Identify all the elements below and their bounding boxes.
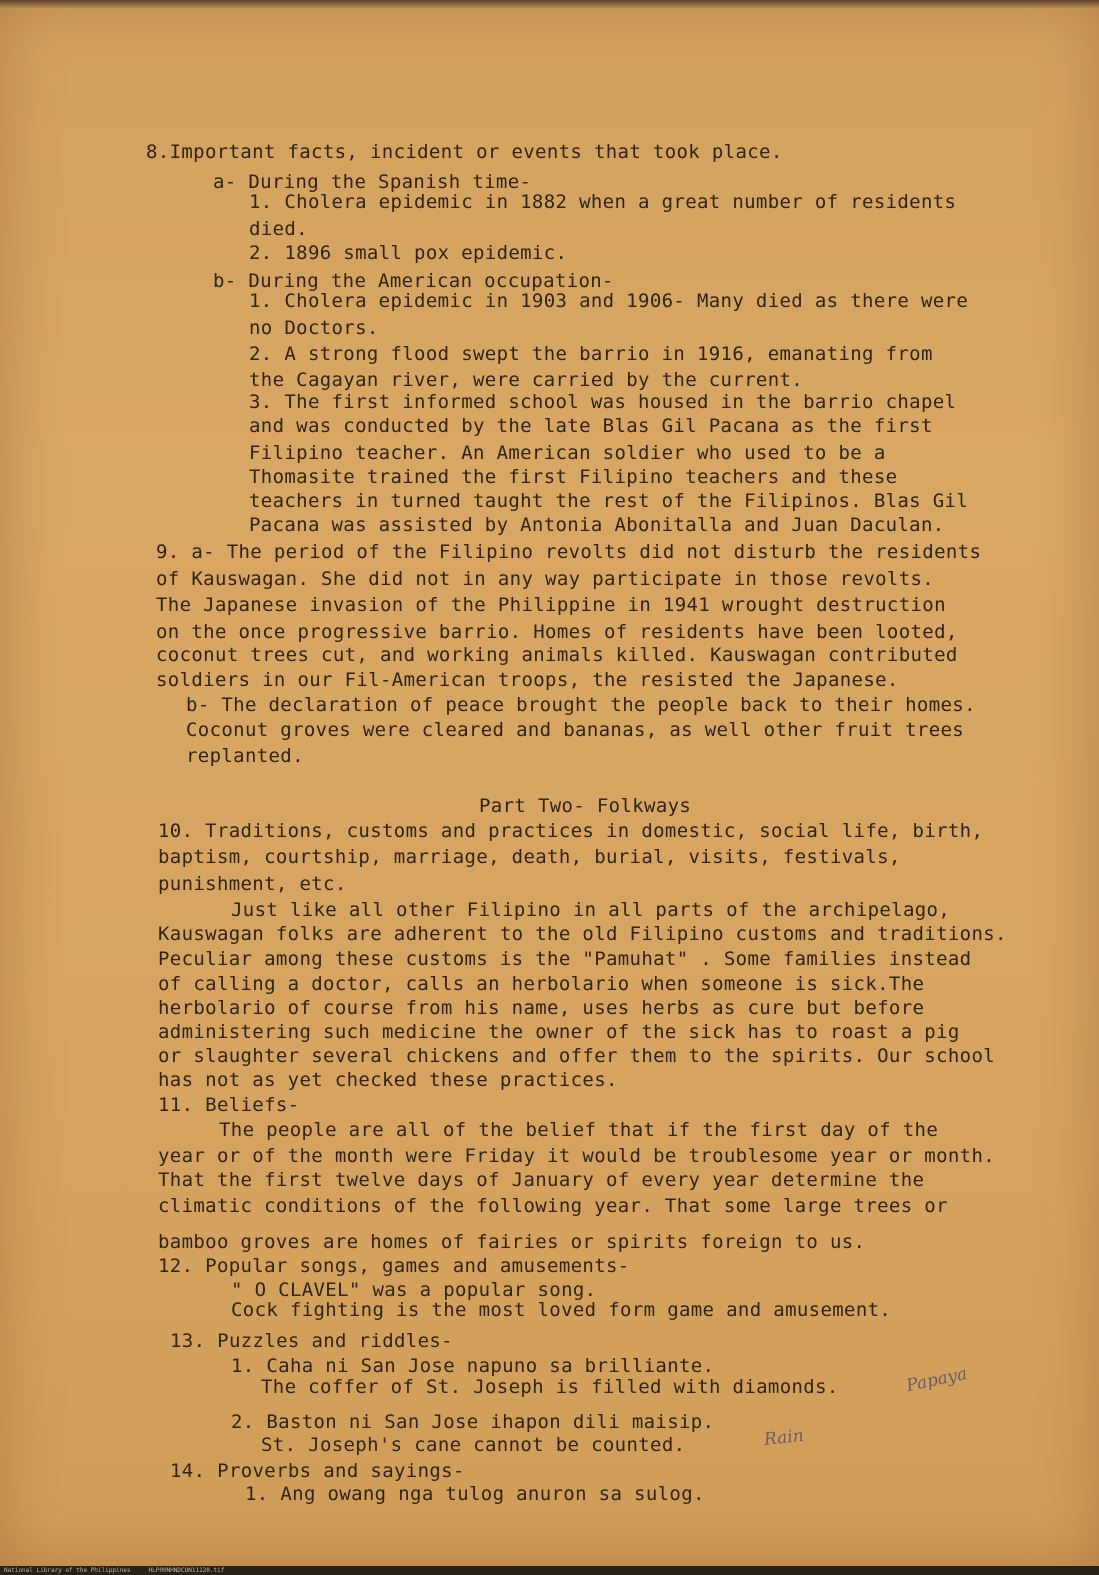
text-line: 1. Cholera epidemic in 1882 when a great number of residents — [249, 191, 957, 213]
text-line: administering such medicine the owner of the sick has to roast a pig — [158, 1021, 960, 1043]
text-line: The coffer of St. Joseph is filled with diamonds. — [261, 1376, 839, 1398]
section-10-heading: 10. Traditions, customs and practices in domestic, social life, birth, — [158, 820, 984, 842]
section-8-heading: 8.Important facts, incident or events that took place. — [146, 141, 783, 163]
text-line: 2. A strong flood swept the barrio in 1916, emanating from — [249, 343, 933, 365]
handwritten-note-rain: Rain — [763, 1425, 805, 1451]
text-line: Peculiar among these customs is the "Pamuhat" . Some families instead — [158, 948, 972, 970]
text-line: Just like all other Filipino in all parts of the archipelago, — [231, 899, 951, 921]
text-line: 2. Baston ni San Jose ihapon dili maisip. — [231, 1411, 715, 1433]
text-line: year or of the month were Friday it would be troublesome year or month. — [158, 1145, 996, 1167]
text-line: Kauswagan folks are adherent to the old Filipino customs and traditions. — [158, 923, 1007, 945]
text-line: b- The declaration of peace brought the people back to their homes. — [186, 694, 976, 716]
text-line: That the first twelve days of January of every year determine the — [158, 1169, 925, 1191]
section-9-line: 9. a- The period of the Filipino revolts did not disturb the residents — [156, 541, 982, 563]
section-13-heading: 13. Puzzles and riddles- — [170, 1330, 453, 1352]
text-line: of calling a doctor, calls an herbolario when someone is sick.The — [158, 973, 925, 995]
text-line: coconut trees cut, and working animals killed. Kauswagan contributed — [156, 644, 958, 666]
text-line: The people are all of the belief that if the first day of the — [219, 1119, 939, 1141]
page-top-edge — [0, 0, 1099, 8]
text-line: herbolario of course from his name, uses herbs as cure but before — [158, 997, 925, 1019]
footer-text: National Library of the Philippines HLP00NHNDCON11120.tif — [4, 1567, 225, 1574]
text-line: no Doctors. — [249, 317, 379, 339]
part-two-heading: Part Two- Folkways — [479, 795, 692, 817]
section-14-heading: 14. Proverbs and sayings- — [170, 1460, 465, 1482]
text-line: b- During the American occupation- — [213, 270, 614, 292]
text-line: St. Joseph's cane cannot be counted. — [261, 1434, 686, 1456]
text-line: Coconut groves were cleared and bananas, as well other fruit trees — [186, 719, 965, 741]
scan-footer — [0, 1566, 1099, 1575]
text-line: or slaughter several chickens and offer them to the spirits. Our school — [158, 1045, 996, 1067]
text-line: 1. Ang owang nga tulog anuron sa sulog. — [245, 1483, 705, 1505]
text-line: Pacana was assisted by Antonia Abonitalla and Juan Daculan. — [249, 514, 945, 536]
text-line: climatic conditions of the following year. That some large trees or — [158, 1195, 948, 1217]
text-line: Thomasite trained the first Filipino teachers and these — [249, 466, 898, 488]
text-line: of Kauswagan. She did not in any way participate in those revolts. — [156, 568, 935, 590]
text-line: baptism, courtship, marriage, death, burial, visits, festivals, — [158, 846, 901, 868]
text-line: bamboo groves are homes of fairies or spirits foreign to us. — [158, 1231, 866, 1253]
text-line: 1. Caha ni San Jose napuno sa brilliante. — [231, 1355, 715, 1377]
text-line: teachers in turned taught the rest of the Filipinos. Blas Gil — [249, 490, 969, 512]
text-line: the Cagayan river, were carried by the current. — [249, 369, 804, 391]
text-line: 2. 1896 small pox epidemic. — [249, 242, 568, 264]
text-line: 3. The first informed school was housed in the barrio chapel — [249, 391, 957, 413]
text-line: punishment, etc. — [158, 873, 347, 895]
text-line: 1. Cholera epidemic in 1903 and 1906- Many died as there were — [249, 290, 969, 312]
text-line: replanted. — [186, 745, 304, 767]
text-line: on the once progressive barrio. Homes of residents have been looted, — [156, 621, 958, 643]
text-line: died. — [249, 218, 308, 240]
text-line: soldiers in our Fil-American troops, the resisted the Japanese. — [156, 669, 899, 691]
text-line: " O CLAVEL" was a popular song. — [231, 1279, 597, 1301]
text-line: Cock fighting is the most loved form game and amusement. — [231, 1299, 892, 1321]
text-line: Filipino teacher. An American soldier who used to be a — [249, 442, 886, 464]
section-11-heading: 11. Beliefs- — [158, 1094, 300, 1116]
text-line: and was conducted by the late Blas Gil Pacana as the first — [249, 415, 933, 437]
text-line: a- During the Spanish time- — [213, 171, 532, 193]
text-line: has not as yet checked these practices. — [158, 1069, 618, 1091]
text-line: The Japanese invasion of the Philippine in 1941 wrought destruction — [156, 594, 946, 616]
section-12-heading: 12. Popular songs, games and amusements- — [158, 1255, 630, 1277]
handwritten-note-papaya: Papaya — [904, 1363, 969, 1397]
